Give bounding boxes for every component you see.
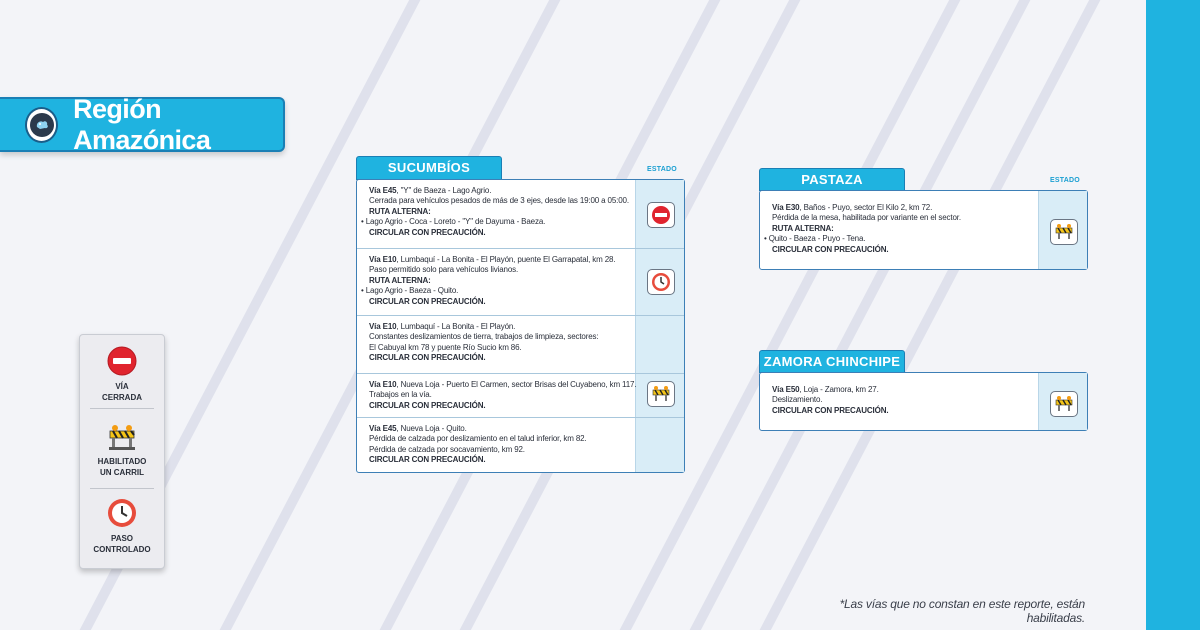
table-row	[357, 316, 684, 374]
legend-label: HABILITADO UN CARRIL	[97, 457, 147, 477]
table-row	[357, 180, 684, 249]
region-title: Región Amazónica	[73, 93, 211, 155]
clock-icon	[647, 269, 675, 295]
table-row	[760, 191, 1087, 269]
region-icon	[25, 107, 58, 143]
no-entry-icon	[107, 346, 137, 376]
route-text: Vía E10, Lumbaquí - La Bonita - El Playón. Constantes deslizamientos de tierra, trabajos de limpieza, sectores: El Cabuyal km 78 y puente Río Sucio km 86. CIRCULAR CON PRECAUCIÓN.	[369, 322, 599, 363]
route-text: Vía E10, Lumbaquí - La Bonita - El Playón, puente El Garrapatal, km 28. Paso permitido solo para vehículos livianos. RUTA ALTERNA: • Lago Agrio - Baeza - Quito. CIRCULAR CON PRECAUCIÓN.	[369, 255, 615, 307]
legend-divider	[90, 408, 154, 409]
estado-label: ESTADO	[1050, 177, 1080, 184]
barrier-icon	[647, 381, 675, 407]
province-card-pastaza	[759, 190, 1088, 270]
no-entry-icon	[647, 202, 675, 228]
barrier-icon	[1050, 391, 1078, 417]
province-tab-sucumbios: SUCUMBÍOS	[356, 156, 502, 180]
estado-label: ESTADO	[647, 166, 677, 173]
footnote: *Las vías que no constan en este reporte, están habilitadas.	[839, 597, 1085, 625]
table-row	[357, 418, 684, 472]
route-text: Vía E30, Baños - Puyo, sector El Kilo 2, km 72. Pérdida de la mesa, habilitada por variante en el sector. RUTA ALTERNA: • Quito - Baeza - Puyo - Tena. CIRCULAR CON PRECAUCIÓN.	[772, 203, 961, 255]
barrier-icon	[1050, 219, 1078, 245]
province-card-zamora-chinchipe	[759, 372, 1088, 431]
province-tab-pastaza: PASTAZA	[759, 168, 905, 191]
route-text: Vía E45, "Y" de Baeza - Lago Agrio. Cerrada para vehículos pesados de más de 3 ejes, desde las 19:00 a 05:00. RUTA ALTERNA: • Lago Agrio - Coca - Loreto - "Y" de Dayuma - Baeza. CIRCULAR CON PRECAUCIÓN.	[369, 186, 629, 238]
barrier-icon	[107, 423, 137, 451]
legend-label: VÍA CERRADA	[102, 382, 142, 402]
route-text: Vía E45, Nueva Loja - Quito. Pérdida de calzada por deslizamiento en el talud inferior, km 82. Pérdida de calzada por socavamiento, km 92. CIRCULAR CON PRECAUCIÓN.	[369, 424, 587, 465]
right-accent-bar	[1146, 0, 1200, 630]
table-row	[760, 373, 1087, 430]
route-text: Vía E50, Loja - Zamora, km 27. Deslizamiento. CIRCULAR CON PRECAUCIÓN.	[772, 385, 889, 415]
province-tab-zamora-chinchipe: ZAMORA CHINCHIPE	[759, 350, 905, 373]
legend-divider	[90, 488, 154, 489]
legend-label: PASO CONTROLADO	[93, 534, 151, 554]
clock-icon	[107, 498, 137, 528]
province-card-sucumbios	[356, 179, 685, 473]
legend-item-one-lane	[80, 423, 164, 478]
legend-item-controlled	[80, 498, 164, 555]
legend-item-closed	[80, 346, 164, 403]
region-banner	[0, 93, 285, 155]
legend-panel	[79, 334, 165, 569]
route-text: Vía E10, Nueva Loja - Puerto El Carmen, sector Brisas del Cuyabeno, km 117. Trabajos en la vía. CIRCULAR CON PRECAUCIÓN.	[369, 380, 637, 410]
table-row	[357, 374, 684, 418]
table-row	[357, 249, 684, 316]
